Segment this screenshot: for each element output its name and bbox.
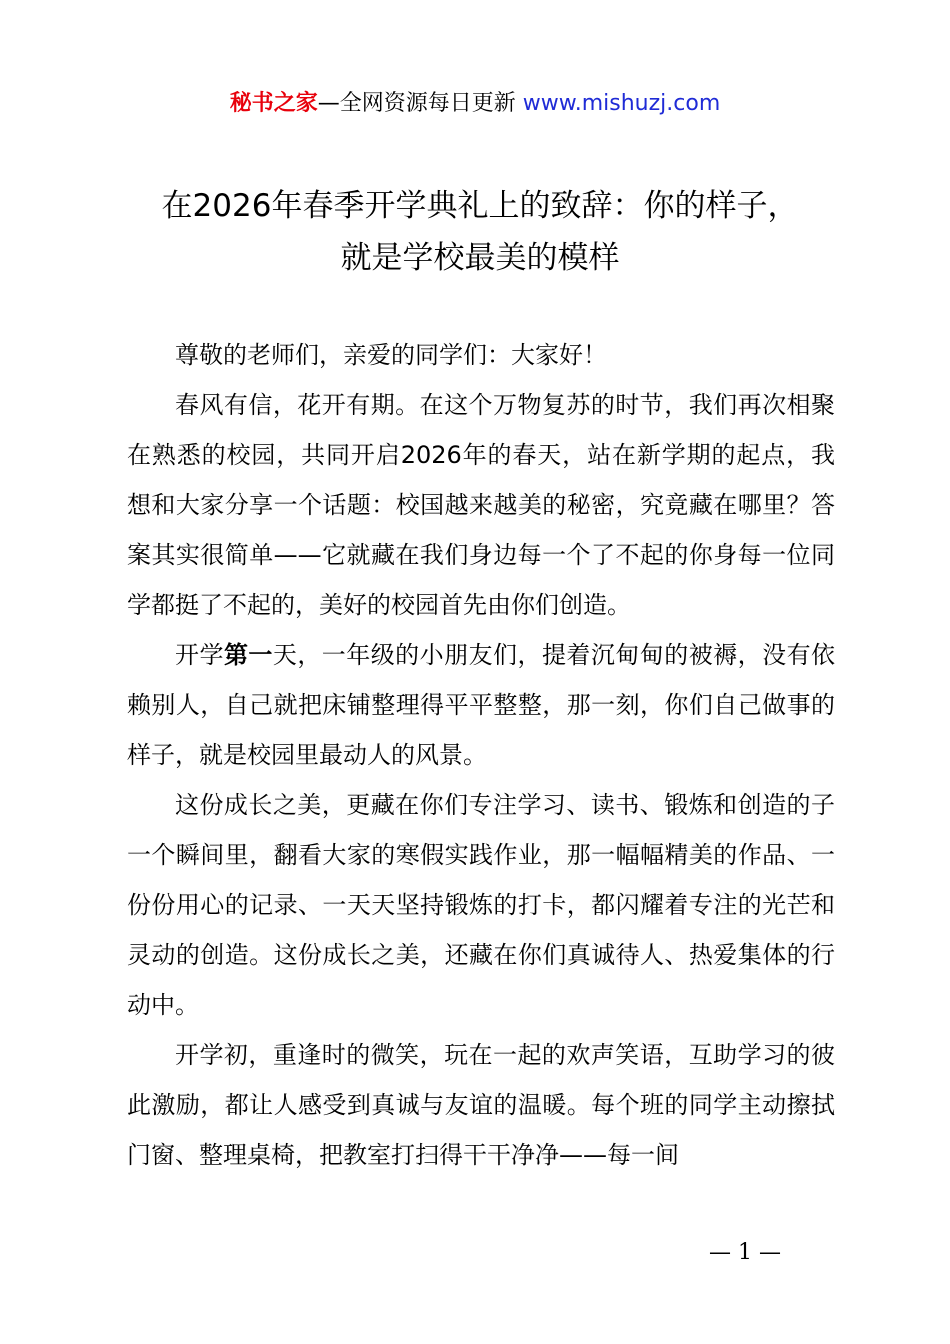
brand-name: 秘书之家 xyxy=(229,91,318,116)
title-line-2: 就是学校最美的模样 xyxy=(340,240,620,276)
paragraph-2 xyxy=(127,630,835,780)
page-number: — 1 — xyxy=(709,1240,781,1265)
greeting-paragraph: 尊敬的老师们，亲爱的同学们：大家好！ xyxy=(175,341,607,369)
document-body xyxy=(127,330,835,1180)
paragraph-3: 这份成长之美，更藏在你们专注学习、读书、锻炼和创造的子一个瞬间里，翻看大家的寒假实践作业，那一幅幅精美的作品、一份份用心的记录、一天天坚持锻炼的打卡，都闪耀着专注的光芒和灵动的创造。这份成长之美，还藏在你们真诚待人、热爱集体的行动中。 xyxy=(127,791,835,1019)
paragraph-2-bold: 第一 xyxy=(223,641,273,669)
document-title xyxy=(110,180,850,284)
header-slogan: —全网资源每日更新 xyxy=(317,91,523,116)
paragraph-2-rest: 天，一年级的小朋友们，提着沉甸甸的被褥，没有依赖别人，自己就把床铺整理得平平整整，那一刻，你们自己做事的样子，就是校园里最动人的风景。 xyxy=(127,641,836,769)
title-line-1: 在2026年春季开学典礼上的致辞：你的样子， xyxy=(161,188,799,224)
paragraph-4: 开学初，重逢时的微笑，玩在一起的欢声笑语，互助学习的彼此激励，都让人感受到真诚与友谊的温暖。每个班的同学主动擦拭门窗、整理桌椅，把教室打扫得干干净净——每一间 xyxy=(127,1041,835,1169)
header-url-link[interactable]: www.mishuzj.com xyxy=(522,91,721,116)
paragraph-1: 春风有信，花开有期。在这个万物复苏的时节，我们再次相聚在熟悉的校园，共同开启2026年的春天，站在新学期的起点，我想和大家分享一个话题：校国越来越美的秘密，究竟藏在哪里？答案其实很简单——它就藏在我们身边每一个了不起的你身每一位同学都挺了不起的，美好的校园首先由你们创造。 xyxy=(127,391,835,619)
paragraph-2-start: 开学 xyxy=(175,641,224,669)
site-header xyxy=(0,86,950,122)
